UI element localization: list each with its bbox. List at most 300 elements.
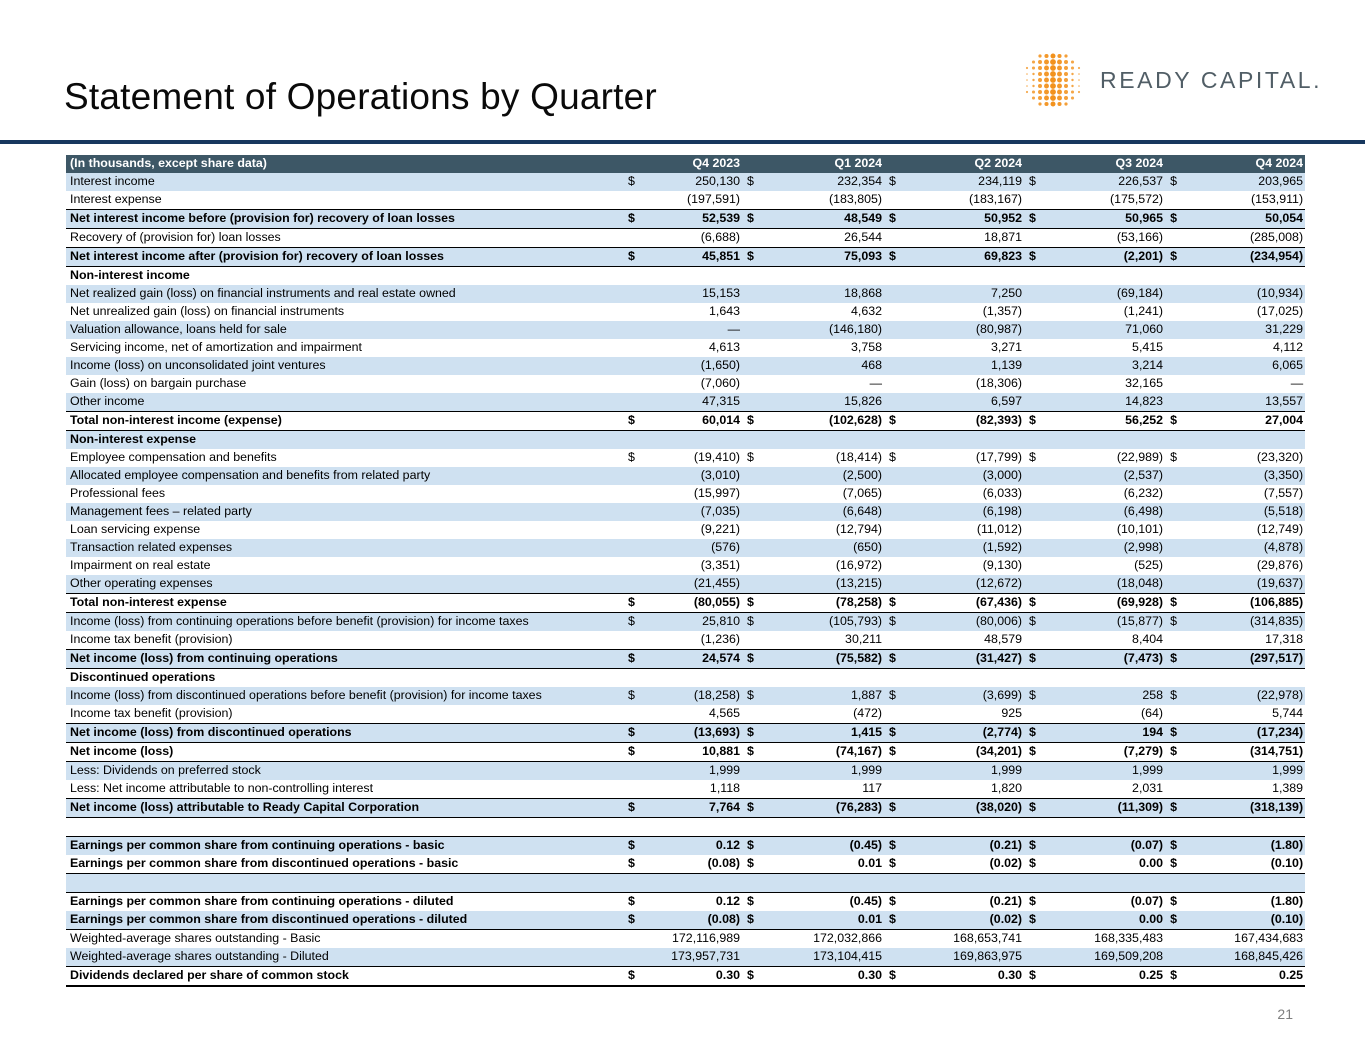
value-cell: 0.01 — [764, 855, 884, 874]
value-cell: 0.30 — [645, 967, 742, 987]
dollar-sign-cell — [742, 229, 764, 248]
dollar-sign-cell: $ — [623, 449, 645, 467]
dollar-sign-cell: $ — [623, 173, 645, 191]
dollar-sign-cell: $ — [1024, 173, 1046, 191]
value-cell: (18,414) — [764, 449, 884, 467]
dollar-sign-cell — [623, 485, 645, 503]
dollar-sign-cell — [884, 948, 906, 967]
dollar-sign-cell: $ — [1165, 799, 1187, 818]
value-cell: 250,130 — [645, 173, 742, 191]
value-cell: 31,229 — [1187, 321, 1305, 339]
dollar-sign-cell: $ — [623, 855, 645, 874]
value-cell: 172,116,989 — [645, 930, 742, 949]
section-header-row — [66, 669, 1305, 688]
dollar-sign-cell — [1165, 930, 1187, 949]
value-cell: (7,557) — [1187, 485, 1305, 503]
dollar-sign-cell — [742, 780, 764, 799]
dollar-sign-cell: $ — [1165, 650, 1187, 669]
dollar-sign-cell: $ — [1165, 173, 1187, 191]
value-cell: (7,473) — [1046, 650, 1165, 669]
dollar-sign-cell: $ — [1024, 799, 1046, 818]
dollar-sign-cell: $ — [742, 210, 764, 229]
dollar-sign-cell: $ — [742, 967, 764, 987]
value-cell: (0.45) — [764, 837, 884, 856]
table-head — [66, 155, 1305, 173]
table-row — [66, 191, 1305, 210]
value-cell: 226,537 — [1046, 173, 1165, 191]
value-cell: 8,404 — [1046, 631, 1165, 650]
table-row — [66, 855, 1305, 874]
value-cell: 14,823 — [1046, 393, 1165, 412]
value-cell: (15,997) — [645, 485, 742, 503]
value-cell: (1,650) — [645, 357, 742, 375]
value-cell — [1046, 669, 1165, 688]
row-label: Net income (loss) — [66, 743, 623, 762]
section-header-row — [66, 267, 1305, 286]
value-cell: (3,010) — [645, 467, 742, 485]
table-row — [66, 650, 1305, 669]
value-cell: (525) — [1046, 557, 1165, 575]
table-row — [66, 631, 1305, 650]
value-cell: 1,820 — [906, 780, 1024, 799]
dollar-sign-cell — [884, 705, 906, 724]
dollar-sign-cell: $ — [884, 855, 906, 874]
table-header-row — [66, 155, 1305, 173]
dollar-sign-cell: $ — [1165, 449, 1187, 467]
value-cell — [1187, 431, 1305, 450]
value-cell: (472) — [764, 705, 884, 724]
dollar-sign-cell — [1165, 393, 1187, 412]
dollar-sign-cell — [884, 780, 906, 799]
value-cell — [645, 267, 742, 286]
value-cell: 4,613 — [645, 339, 742, 357]
dollar-sign-cell — [1165, 669, 1187, 688]
table-row — [66, 967, 1305, 987]
dollar-sign-cell: $ — [1024, 613, 1046, 632]
dollar-sign-cell: $ — [623, 967, 645, 987]
row-label: Earnings per common share from continuing operations - basic — [66, 837, 623, 856]
table-row — [66, 285, 1305, 303]
dollar-sign-cell: $ — [742, 743, 764, 762]
dollar-sign-cell — [742, 669, 764, 688]
dollar-sign-cell: $ — [884, 650, 906, 669]
header-quarter: Q3 2024 — [1024, 155, 1165, 173]
dollar-sign-cell — [1165, 557, 1187, 575]
dollar-sign-cell — [623, 285, 645, 303]
dollar-sign-cell — [884, 575, 906, 594]
dollar-sign-cell — [884, 285, 906, 303]
dollar-sign-cell — [1165, 762, 1187, 781]
dollar-sign-cell — [1165, 575, 1187, 594]
dollar-sign-cell — [1024, 267, 1046, 286]
value-cell: (3,000) — [906, 467, 1024, 485]
value-cell: (69,184) — [1046, 285, 1165, 303]
dollar-sign-cell: $ — [623, 687, 645, 705]
table-row — [66, 762, 1305, 781]
value-cell: 2,031 — [1046, 780, 1165, 799]
value-cell: 0.12 — [645, 893, 742, 912]
value-cell: 30,211 — [764, 631, 884, 650]
value-cell: 168,335,483 — [1046, 930, 1165, 949]
dollar-sign-cell — [1024, 191, 1046, 210]
value-cell: 203,965 — [1187, 173, 1305, 191]
dollar-sign-cell — [623, 503, 645, 521]
value-cell: 234,119 — [906, 173, 1024, 191]
value-cell: (31,427) — [906, 650, 1024, 669]
value-cell: 71,060 — [1046, 321, 1165, 339]
dollar-sign-cell — [742, 321, 764, 339]
value-cell: 0.00 — [1046, 855, 1165, 874]
dollar-sign-cell — [884, 930, 906, 949]
value-cell: 6,597 — [906, 393, 1024, 412]
dollar-sign-cell: $ — [884, 594, 906, 613]
dollar-sign-cell — [623, 321, 645, 339]
dollar-sign-cell — [1165, 431, 1187, 450]
dollar-sign-cell — [1024, 575, 1046, 594]
value-cell — [906, 669, 1024, 688]
dollar-sign-cell — [742, 393, 764, 412]
dollar-sign-cell — [884, 762, 906, 781]
value-cell: 10,881 — [645, 743, 742, 762]
value-cell: (76,283) — [764, 799, 884, 818]
value-cell — [764, 267, 884, 286]
dollar-sign-cell — [742, 521, 764, 539]
value-cell: 172,032,866 — [764, 930, 884, 949]
dollar-sign-cell — [1024, 303, 1046, 321]
dollar-sign-cell — [742, 631, 764, 650]
header-quarter: Q1 2024 — [742, 155, 884, 173]
value-cell: 18,868 — [764, 285, 884, 303]
value-cell: (7,279) — [1046, 743, 1165, 762]
dollar-sign-cell: $ — [1024, 893, 1046, 912]
dollar-sign-cell: $ — [623, 743, 645, 762]
row-label: Non-interest income — [66, 267, 623, 286]
value-cell: (7,035) — [645, 503, 742, 521]
row-label: Total non-interest expense — [66, 594, 623, 613]
dollar-sign-cell: $ — [742, 248, 764, 267]
table-row — [66, 412, 1305, 431]
value-cell: (2,537) — [1046, 467, 1165, 485]
dollar-sign-cell — [1024, 393, 1046, 412]
value-cell: 17,318 — [1187, 631, 1305, 650]
dollar-sign-cell — [623, 948, 645, 967]
value-cell: (10,934) — [1187, 285, 1305, 303]
table-row — [66, 357, 1305, 375]
value-cell: (67,436) — [906, 594, 1024, 613]
table-row — [66, 210, 1305, 229]
dollar-sign-cell — [742, 705, 764, 724]
value-cell: (80,055) — [645, 594, 742, 613]
value-cell: (78,258) — [764, 594, 884, 613]
dollar-sign-cell — [1024, 521, 1046, 539]
dollar-sign-cell: $ — [742, 449, 764, 467]
value-cell: (0.21) — [906, 893, 1024, 912]
dollar-sign-cell: $ — [623, 893, 645, 912]
value-cell — [645, 431, 742, 450]
value-cell: 3,214 — [1046, 357, 1165, 375]
table-row — [66, 173, 1305, 191]
value-cell: (22,989) — [1046, 449, 1165, 467]
value-cell: (1.80) — [1187, 837, 1305, 856]
dollar-sign-cell: $ — [1165, 837, 1187, 856]
dollar-sign-cell — [742, 285, 764, 303]
statement-of-operations-table — [66, 155, 1305, 987]
dollar-sign-cell: $ — [1165, 613, 1187, 632]
dollar-sign-cell — [623, 930, 645, 949]
value-cell: 18,871 — [906, 229, 1024, 248]
dollar-sign-cell — [623, 669, 645, 688]
dollar-sign-cell — [623, 705, 645, 724]
value-cell: (9,221) — [645, 521, 742, 539]
dollar-sign-cell: $ — [884, 687, 906, 705]
dollar-sign-cell — [884, 357, 906, 375]
value-cell: (15,877) — [1046, 613, 1165, 632]
header-quarter: Q4 2024 — [1165, 155, 1305, 173]
value-cell: (4,878) — [1187, 539, 1305, 557]
row-label: Total non-interest income (expense) — [66, 412, 623, 431]
value-cell: (1,241) — [1046, 303, 1165, 321]
value-cell: (285,008) — [1187, 229, 1305, 248]
dollar-sign-cell: $ — [623, 911, 645, 930]
dollar-sign-cell — [742, 303, 764, 321]
dollar-sign-cell: $ — [623, 613, 645, 632]
dollar-sign-cell: $ — [623, 799, 645, 818]
row-label: Income tax benefit (provision) — [66, 705, 623, 724]
value-cell: 69,823 — [906, 248, 1024, 267]
dollar-sign-cell — [623, 521, 645, 539]
row-label: Net income (loss) from discontinued operations — [66, 724, 623, 743]
value-cell: (10,101) — [1046, 521, 1165, 539]
dollar-sign-cell — [623, 780, 645, 799]
dollar-sign-cell: $ — [884, 893, 906, 912]
value-cell: 0.00 — [1046, 911, 1165, 930]
table-row — [66, 248, 1305, 267]
value-cell: (34,201) — [906, 743, 1024, 762]
table-row — [66, 893, 1305, 912]
dollar-sign-cell — [742, 339, 764, 357]
dollar-sign-cell: $ — [884, 967, 906, 987]
dollar-sign-cell — [623, 431, 645, 450]
dollar-sign-cell: $ — [1024, 967, 1046, 987]
value-cell: (12,794) — [764, 521, 884, 539]
spacer-row — [66, 818, 1305, 837]
dollar-sign-cell — [884, 321, 906, 339]
value-cell: (17,234) — [1187, 724, 1305, 743]
value-cell: (183,167) — [906, 191, 1024, 210]
dollar-sign-cell — [623, 229, 645, 248]
page-number: 21 — [1277, 1006, 1293, 1022]
value-cell: (106,885) — [1187, 594, 1305, 613]
value-cell: 1,415 — [764, 724, 884, 743]
dollar-sign-cell — [623, 575, 645, 594]
dollar-sign-cell — [742, 557, 764, 575]
value-cell: 1,118 — [645, 780, 742, 799]
value-cell: (175,572) — [1046, 191, 1165, 210]
logo-wordmark: READY CAPITAL. — [1100, 66, 1323, 93]
row-label: Dividends declared per share of common stock — [66, 967, 623, 987]
value-cell: 167,434,683 — [1187, 930, 1305, 949]
dollar-sign-cell — [742, 762, 764, 781]
value-cell: 168,845,426 — [1187, 948, 1305, 967]
value-cell: 6,065 — [1187, 357, 1305, 375]
dollar-sign-cell — [884, 303, 906, 321]
value-cell: 50,965 — [1046, 210, 1165, 229]
value-cell: (0.02) — [906, 855, 1024, 874]
dollar-sign-cell — [1024, 485, 1046, 503]
value-cell: (18,306) — [906, 375, 1024, 393]
row-label: Net income (loss) attributable to Ready Capital Corporation — [66, 799, 623, 818]
dollar-sign-cell — [884, 503, 906, 521]
value-cell: 56,252 — [1046, 412, 1165, 431]
value-cell: 47,315 — [645, 393, 742, 412]
dollar-sign-cell — [623, 267, 645, 286]
value-cell: (21,455) — [645, 575, 742, 594]
dollar-sign-cell — [1165, 339, 1187, 357]
dollar-sign-cell — [1165, 321, 1187, 339]
value-cell: 3,758 — [764, 339, 884, 357]
dollar-sign-cell — [1165, 485, 1187, 503]
dollar-sign-cell — [1024, 557, 1046, 575]
value-cell: 1,887 — [764, 687, 884, 705]
dollar-sign-cell: $ — [1024, 724, 1046, 743]
table-row — [66, 375, 1305, 393]
dollar-sign-cell: $ — [884, 248, 906, 267]
value-cell: (7,060) — [645, 375, 742, 393]
value-cell: (183,805) — [764, 191, 884, 210]
value-cell: 1,389 — [1187, 780, 1305, 799]
value-cell: (1,236) — [645, 631, 742, 650]
dollar-sign-cell — [742, 375, 764, 393]
row-label: Valuation allowance, loans held for sale — [66, 321, 623, 339]
value-cell: (314,835) — [1187, 613, 1305, 632]
dollar-sign-cell: $ — [742, 799, 764, 818]
dollar-sign-cell: $ — [884, 449, 906, 467]
value-cell: 75,093 — [764, 248, 884, 267]
dollar-sign-cell: $ — [742, 837, 764, 856]
dollar-sign-cell: $ — [1024, 743, 1046, 762]
dollar-sign-cell: $ — [1165, 248, 1187, 267]
row-label: Net unrealized gain (loss) on financial instruments — [66, 303, 623, 321]
row-label: Earnings per common share from discontinued operations - diluted — [66, 911, 623, 930]
value-cell: (12,749) — [1187, 521, 1305, 539]
value-cell: (80,987) — [906, 321, 1024, 339]
table-row — [66, 911, 1305, 930]
value-cell: (102,628) — [764, 412, 884, 431]
dollar-sign-cell — [742, 539, 764, 557]
row-label: Less: Net income attributable to non-controlling interest — [66, 780, 623, 799]
value-cell: (74,167) — [764, 743, 884, 762]
spacer-cell — [66, 874, 1305, 893]
row-label: Net realized gain (loss) on financial instruments and real estate owned — [66, 285, 623, 303]
value-cell: (5,518) — [1187, 503, 1305, 521]
header-label: (In thousands, except share data) — [66, 155, 623, 173]
dollar-sign-cell: $ — [1024, 594, 1046, 613]
value-cell: 4,565 — [645, 705, 742, 724]
row-label: Weighted-average shares outstanding - Basic — [66, 930, 623, 949]
value-cell: (7,065) — [764, 485, 884, 503]
spacer-cell — [66, 818, 1305, 837]
table-row — [66, 503, 1305, 521]
value-cell: 32,165 — [1046, 375, 1165, 393]
row-label: Non-interest expense — [66, 431, 623, 450]
value-cell: 48,579 — [906, 631, 1024, 650]
value-cell: 232,354 — [764, 173, 884, 191]
dollar-sign-cell — [884, 431, 906, 450]
dollar-sign-cell: $ — [1024, 650, 1046, 669]
dollar-sign-cell — [1024, 467, 1046, 485]
dollar-sign-cell — [623, 357, 645, 375]
value-cell — [764, 669, 884, 688]
dollar-sign-cell — [884, 521, 906, 539]
value-cell: (105,793) — [764, 613, 884, 632]
dollar-sign-cell: $ — [742, 911, 764, 930]
dollar-sign-cell — [1024, 669, 1046, 688]
value-cell: 0.12 — [645, 837, 742, 856]
value-cell: 15,826 — [764, 393, 884, 412]
dollar-sign-cell — [623, 303, 645, 321]
dollar-sign-cell — [884, 467, 906, 485]
dollar-sign-cell: $ — [1024, 449, 1046, 467]
row-label: Interest expense — [66, 191, 623, 210]
dollar-sign-cell: $ — [1165, 412, 1187, 431]
table-row — [66, 393, 1305, 412]
value-cell: 169,509,208 — [1046, 948, 1165, 967]
value-cell: 27,004 — [1187, 412, 1305, 431]
table-row — [66, 303, 1305, 321]
value-cell: (18,258) — [645, 687, 742, 705]
value-cell: 1,999 — [1046, 762, 1165, 781]
value-cell: 1,139 — [906, 357, 1024, 375]
dollar-sign-cell — [1024, 357, 1046, 375]
value-cell: 5,415 — [1046, 339, 1165, 357]
dollar-sign-cell: $ — [1165, 724, 1187, 743]
value-cell: 173,957,731 — [645, 948, 742, 967]
value-cell: 1,643 — [645, 303, 742, 321]
row-label: Gain (loss) on bargain purchase — [66, 375, 623, 393]
row-label: Less: Dividends on preferred stock — [66, 762, 623, 781]
dollar-sign-cell — [623, 339, 645, 357]
value-cell: — — [764, 375, 884, 393]
table-row — [66, 521, 1305, 539]
dollar-sign-cell — [742, 431, 764, 450]
value-cell: (19,637) — [1187, 575, 1305, 594]
dollar-sign-cell: $ — [1165, 743, 1187, 762]
row-label: Discontinued operations — [66, 669, 623, 688]
value-cell: 0.25 — [1046, 967, 1165, 987]
dollar-sign-cell — [1165, 631, 1187, 650]
dollar-sign-cell: $ — [742, 855, 764, 874]
value-cell: (11,309) — [1046, 799, 1165, 818]
row-label: Earnings per common share from continuing operations - diluted — [66, 893, 623, 912]
dollar-sign-cell — [1165, 705, 1187, 724]
dollar-sign-cell — [1024, 431, 1046, 450]
dollar-sign-cell — [1024, 321, 1046, 339]
dollar-sign-cell — [742, 503, 764, 521]
value-cell: (576) — [645, 539, 742, 557]
dollar-sign-cell: $ — [1024, 210, 1046, 229]
dollar-sign-cell: $ — [884, 210, 906, 229]
dollar-sign-cell: $ — [742, 650, 764, 669]
value-cell: (297,517) — [1187, 650, 1305, 669]
dollar-sign-cell — [1165, 285, 1187, 303]
value-cell: 4,112 — [1187, 339, 1305, 357]
row-label: Other operating expenses — [66, 575, 623, 594]
value-cell: (11,012) — [906, 521, 1024, 539]
dollar-sign-cell — [1165, 780, 1187, 799]
dollar-sign-cell — [742, 467, 764, 485]
value-cell: (13,693) — [645, 724, 742, 743]
value-cell: 26,544 — [764, 229, 884, 248]
